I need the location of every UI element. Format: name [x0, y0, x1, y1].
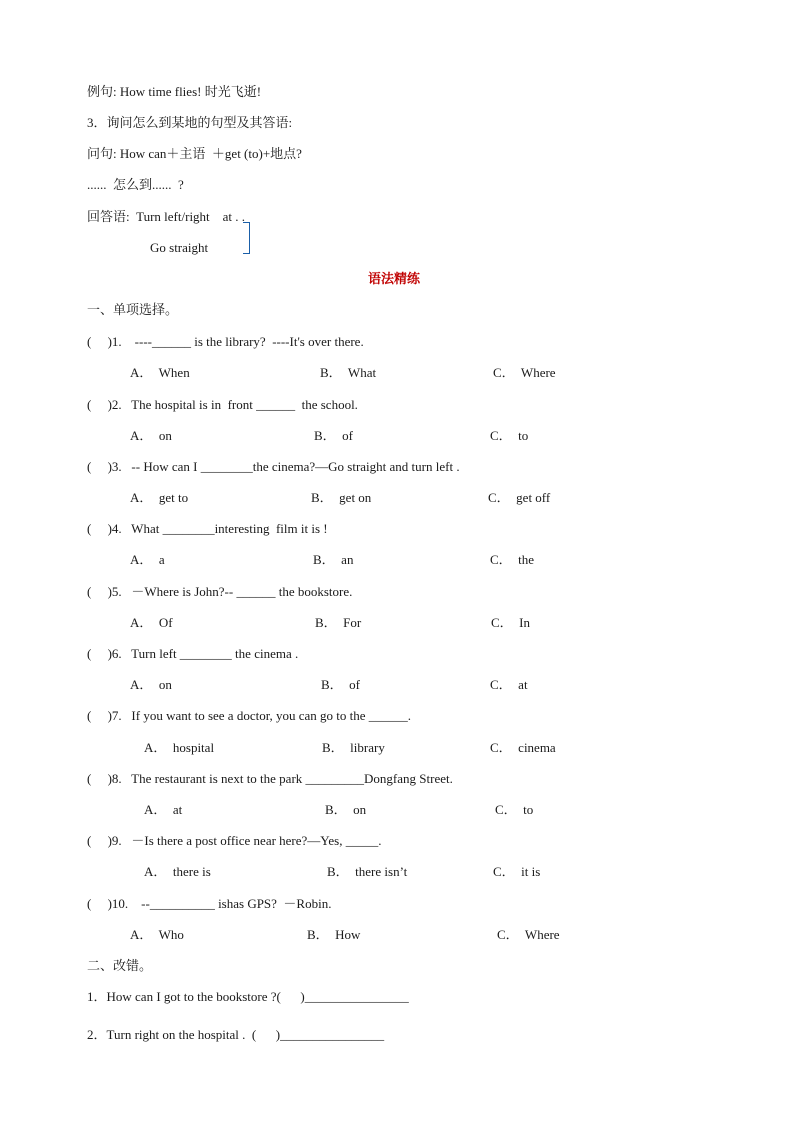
question-10-option-c: C． Where	[497, 927, 560, 942]
question-7-option-c: C． cinema	[490, 740, 556, 755]
question-8-stem: ( )8. The restaurant is next to the park _________Dongfang Street.	[87, 771, 453, 786]
question-9-option-b: B． there isn’t	[327, 864, 408, 879]
section-title: 语法精练	[368, 271, 421, 286]
question-7-option-a: A． hospital	[144, 740, 215, 755]
question-6-option-b: B． of	[321, 677, 361, 692]
pattern-meaning: ...... 怎么到...... ?	[87, 177, 184, 192]
question-5-option-c: C． In	[491, 615, 531, 630]
question-4-option-b: B． an	[313, 552, 354, 567]
question-8-option-a: A． at	[144, 802, 183, 817]
question-1-option-b: B． What	[320, 365, 377, 380]
question-1-option-c: C． Where	[493, 365, 556, 380]
question-6-option-a: A． on	[130, 677, 172, 692]
question-5-stem: ( )5. －Where is John?-- ______ the bookstore.	[87, 584, 353, 599]
correction-item-1: 1．How can I got to the bookstore ?( )________________	[87, 989, 409, 1004]
question-8-option-c: C． to	[495, 802, 534, 817]
question-10-option-b: B． How	[307, 927, 361, 942]
question-3-option-c: C． get off	[488, 490, 551, 505]
question-10-option-a: A． Who	[130, 927, 184, 942]
question-4-stem: ( )4. What ________interesting film it is !	[87, 521, 328, 536]
question-6-stem: ( )6. Turn left ________ the cinema .	[87, 646, 299, 661]
question-4-option-a: A． a	[130, 552, 165, 567]
question-pattern: 问句: How can＋主语 ＋get (to)+地点?	[87, 146, 302, 161]
question-5-option-a: A． Of	[130, 615, 173, 630]
question-9-option-c: C． it is	[493, 864, 541, 879]
question-2-option-b: B． of	[314, 428, 354, 443]
question-3-stem: ( )3. -- How can I ________the cinema?—Go straight and turn left .	[87, 459, 460, 474]
question-10-stem: ( )10. --__________ ishas GPS? －Robin.	[87, 896, 332, 911]
question-1-option-a: A． When	[130, 365, 190, 380]
question-6-option-c: C． at	[490, 677, 528, 692]
question-1-stem: ( )1. ----______ is the library? ----It's over there.	[87, 334, 364, 349]
question-4-option-c: C． the	[490, 552, 535, 567]
question-8-option-b: B． on	[325, 802, 367, 817]
brace-bracket	[243, 222, 250, 254]
correction-item-2: 2．Turn right on the hospital . ( )________________	[87, 1027, 385, 1042]
question-2-stem: ( )2. The hospital is in front ______ the school.	[87, 397, 358, 412]
question-9-stem: ( )9. －Is there a post office near here?—Yes, _____.	[87, 833, 382, 848]
question-9-option-a: A． there is	[144, 864, 211, 879]
point-3-heading: 3．询问怎么到某地的句型及其答语:	[87, 115, 293, 130]
answer-line-2: Go straight	[150, 240, 209, 255]
question-3-option-a: A． get to	[130, 490, 189, 505]
example-sentence: 例句: How time flies! 时光飞逝!	[87, 84, 262, 99]
question-7-stem: ( )7. If you want to see a doctor, you can go to the ______.	[87, 708, 412, 723]
question-2-option-a: A． on	[130, 428, 172, 443]
question-3-option-b: B． get on	[311, 490, 372, 505]
question-7-option-b: B． library	[322, 740, 385, 755]
question-5-option-b: B． For	[315, 615, 362, 630]
question-2-option-c: C． to	[490, 428, 529, 443]
part1-heading: 一、单项选择。	[87, 302, 179, 317]
part2-heading: 二、改错。	[87, 958, 153, 973]
answer-line-1: 回答语: Turn left/right at . .	[87, 209, 246, 224]
